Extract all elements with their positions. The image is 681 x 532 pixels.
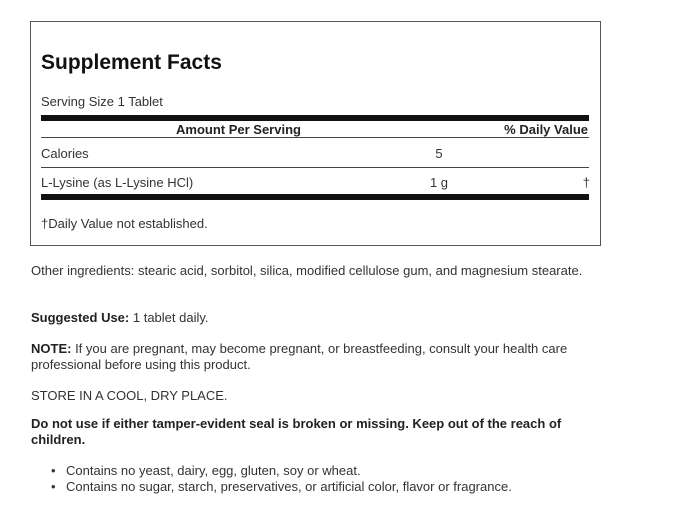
list-item: [31, 479, 512, 495]
daily-value-header: % Daily Value: [504, 122, 588, 137]
nutrient-amount: 5: [435, 146, 443, 161]
product-claims-list: [31, 463, 512, 495]
daily-value-footnote: †Daily Value not established.: [41, 216, 208, 231]
nutrient-daily-value: †: [582, 175, 590, 190]
nutrient-name: L-Lysine (as L-Lysine HCl): [41, 175, 194, 190]
thin-divider: [41, 167, 589, 168]
suggested-use-label: Suggested Use:: [31, 310, 130, 325]
storage-instructions: STORE IN A COOL, DRY PLACE.: [31, 388, 228, 403]
bullet-icon: •: [51, 479, 56, 494]
suggested-use: [31, 310, 611, 326]
other-ingredients: Other ingredients: stearic acid, sorbitol, silica, modified cellulose gum, and magnesium stearate.: [31, 263, 583, 278]
pregnancy-note: [31, 341, 611, 373]
list-item-text: Contains no sugar, starch, preservatives, or artificial color, flavor or fragrance.: [66, 479, 512, 494]
thick-divider-bottom: [41, 194, 589, 200]
nutrient-name: Calories: [41, 146, 89, 161]
list-item-text: Contains no yeast, dairy, egg, gluten, soy or wheat.: [66, 463, 361, 478]
list-item: [31, 463, 512, 479]
nutrient-amount: 1 g: [429, 175, 449, 190]
note-text: If you are pregnant, may become pregnant, or breastfeeding, consult your health care professional before using this product.: [31, 341, 568, 372]
amount-per-serving-header: Amount Per Serving: [176, 122, 301, 137]
note-label: NOTE:: [31, 341, 72, 356]
serving-size: Serving Size 1 Tablet: [41, 94, 163, 109]
thin-divider: [41, 137, 589, 138]
thick-divider-top: [41, 115, 589, 121]
bullet-icon: •: [51, 463, 56, 478]
supplement-facts-panel: [30, 21, 601, 246]
safety-warning: Do not use if either tamper-evident seal is broken or missing. Keep out of the reach of children.: [31, 416, 562, 447]
facts-title: Supplement Facts: [41, 51, 222, 74]
suggested-use-text: 1 tablet daily.: [129, 310, 209, 325]
